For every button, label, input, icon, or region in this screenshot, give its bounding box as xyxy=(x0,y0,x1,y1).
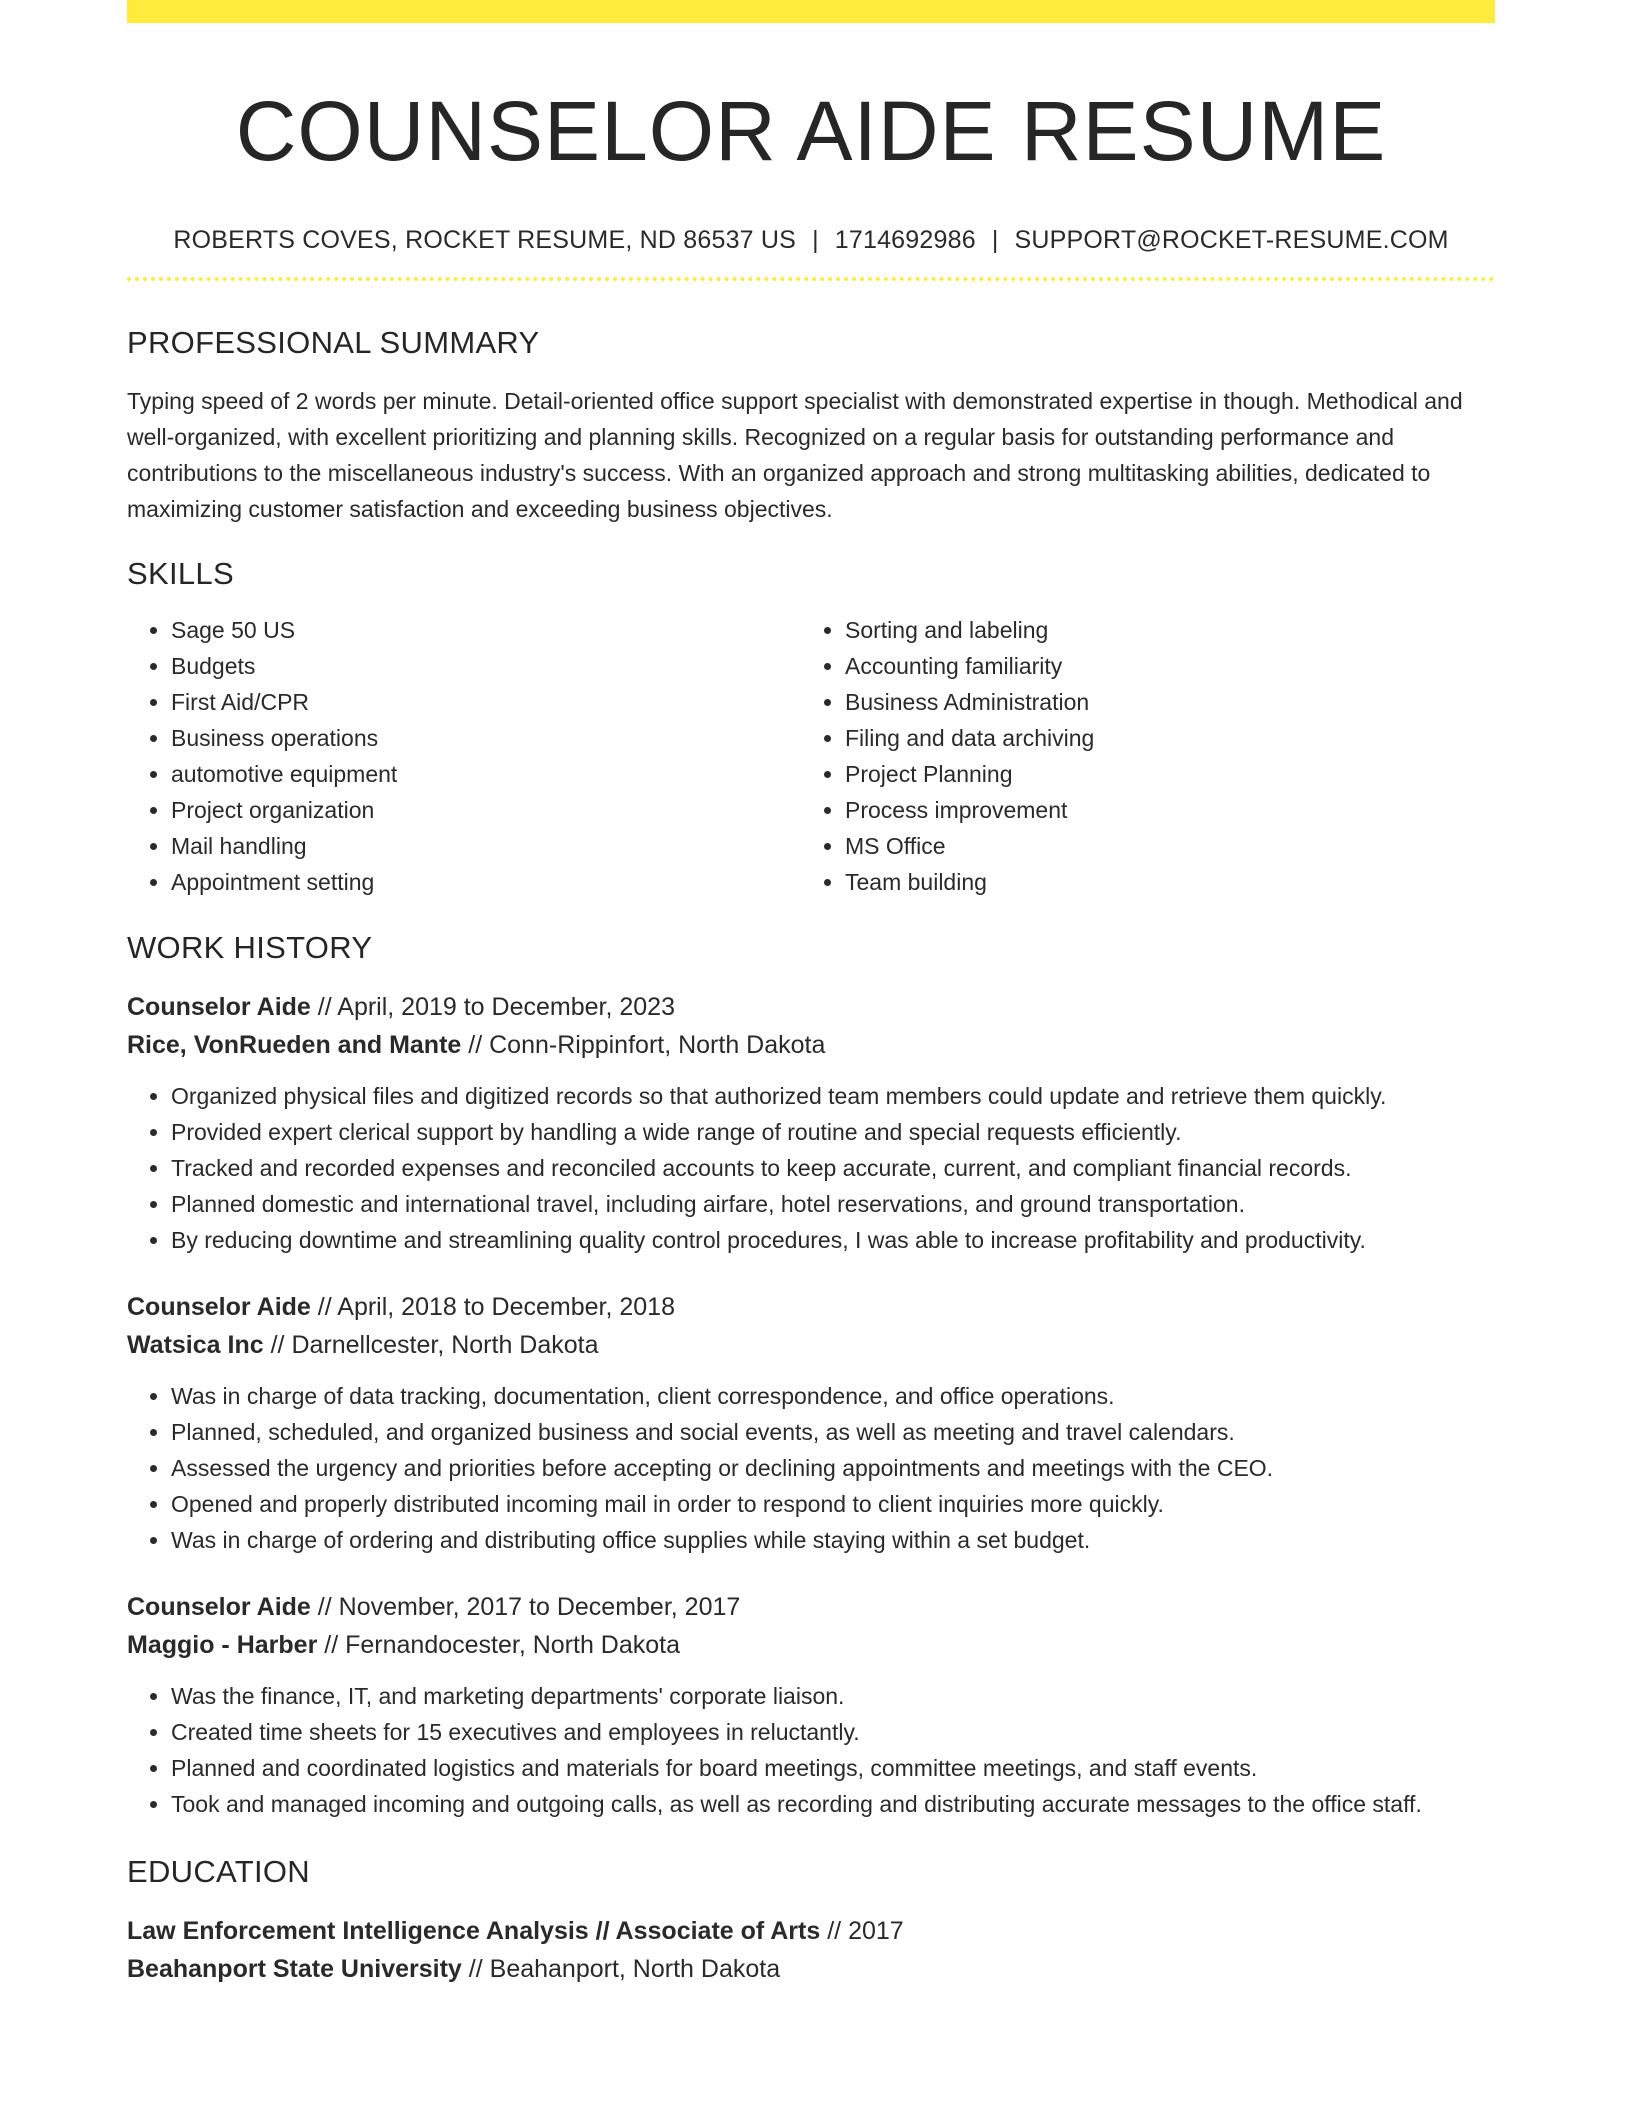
dotted-divider xyxy=(127,277,1495,281)
job-entry xyxy=(127,988,1495,1258)
accent-top-bar xyxy=(127,0,1495,23)
education-heading: EDUCATION xyxy=(127,1854,310,1889)
work-history-heading: WORK HISTORY xyxy=(127,930,373,965)
skill-item: • Appointment setting xyxy=(171,864,801,900)
skills-heading: SKILLS xyxy=(127,556,234,591)
skill-item: • Business operations xyxy=(171,720,801,756)
job-dates: April, 2018 to December, 2018 xyxy=(337,1293,675,1321)
job-location: Conn-Rippinfort, North Dakota xyxy=(489,1031,826,1059)
skill-item: • Sage 50 US xyxy=(171,612,801,648)
job-title: Counselor Aide xyxy=(127,1593,311,1621)
education-degree-line xyxy=(127,1912,1495,1950)
job-bullet: • Provided expert clerical support by handling a wide range of routine and special requests efficiently. xyxy=(171,1114,1495,1150)
skills-column-right xyxy=(801,612,1475,900)
skill-item: • MS Office xyxy=(845,828,1475,864)
job-dates: November, 2017 to December, 2017 xyxy=(338,1593,741,1621)
skill-item: • Sorting and labeling xyxy=(845,612,1475,648)
job-title-line xyxy=(127,1588,1495,1626)
skill-item: • Project Planning xyxy=(845,756,1475,792)
job-dates: April, 2019 to December, 2023 xyxy=(337,993,675,1021)
job-bullet: • Was in charge of data tracking, documentation, client correspondence, and office operations. xyxy=(171,1378,1495,1414)
contact-phone: 1714692986 xyxy=(834,226,976,254)
education-year: 2017 xyxy=(848,1917,904,1945)
job-bullet: • Was in charge of ordering and distributing office supplies while staying within a set budget. xyxy=(171,1522,1495,1558)
job-bullet: • Organized physical files and digitized records so that authorized team members could update and retrieve them quickly. xyxy=(171,1078,1495,1114)
skill-item: • Process improvement xyxy=(845,792,1475,828)
job-separator: // xyxy=(324,1631,339,1659)
contact-email: SUPPORT@ROCKET-RESUME.COM xyxy=(1014,226,1449,254)
job-location: Fernandocester, North Dakota xyxy=(345,1631,681,1659)
job-separator: // xyxy=(468,1031,483,1059)
job-bullet: • Planned domestic and international travel, including airfare, hotel reservations, and ground transportation. xyxy=(171,1186,1495,1222)
contact-line xyxy=(127,223,1495,257)
education-school-line xyxy=(127,1950,1495,1988)
education-separator: // xyxy=(468,1955,483,1983)
job-separator: // xyxy=(317,993,332,1021)
job-entry xyxy=(127,1588,1495,1822)
contact-separator: | xyxy=(991,226,999,254)
job-bullet: • Planned and coordinated logistics and materials for board meetings, committee meetings, and staff events. xyxy=(171,1750,1495,1786)
job-entry xyxy=(127,1288,1495,1558)
skill-item: • automotive equipment xyxy=(171,756,801,792)
skill-item: • Budgets xyxy=(171,648,801,684)
job-company: Rice, VonRueden and Mante xyxy=(127,1031,462,1059)
job-separator: // xyxy=(317,1593,332,1621)
job-title-line xyxy=(127,1288,1495,1326)
education-separator: // xyxy=(827,1917,842,1945)
job-separator: // xyxy=(270,1331,285,1359)
education-location: Beahanport, North Dakota xyxy=(489,1955,781,1983)
job-bullet: • Created time sheets for 15 executives and employees in reluctantly. xyxy=(171,1714,1495,1750)
skill-item: • Mail handling xyxy=(171,828,801,864)
job-bullets xyxy=(127,1078,1495,1258)
education-degree: Law Enforcement Intelligence Analysis // Associate of Arts xyxy=(127,1917,821,1945)
job-company: Watsica Inc xyxy=(127,1331,264,1359)
resume-page xyxy=(127,0,1495,1988)
skill-item: • Business Administration xyxy=(845,684,1475,720)
job-location: Darnellcester, North Dakota xyxy=(291,1331,599,1359)
summary-text: Typing speed of 2 words per minute. Detail-oriented office support specialist with demonstrated expertise in though. Methodical and well-organized, with excellent prioritizing and planning skills. Recognized on a regular basis for outstanding performance and contributions to the miscellaneous industry's success. With an organized approach and strong multitasking abilities, dedicated to maximizing customer satisfaction and exceeding business objectives. xyxy=(127,388,1463,522)
skill-item: • Team building xyxy=(845,864,1475,900)
job-title-line xyxy=(127,988,1495,1026)
summary-heading: PROFESSIONAL SUMMARY xyxy=(127,325,540,360)
job-company: Maggio - Harber xyxy=(127,1631,318,1659)
skill-item: • Filing and data archiving xyxy=(845,720,1475,756)
resume-title: COUNSELOR AIDE RESUME xyxy=(235,84,1387,178)
skill-item: • Project organization xyxy=(171,792,801,828)
job-company-line xyxy=(127,1626,1495,1664)
job-bullets xyxy=(127,1678,1495,1822)
job-company-line xyxy=(127,1326,1495,1364)
job-bullets xyxy=(127,1378,1495,1558)
job-separator: // xyxy=(317,1293,332,1321)
job-bullet: • Opened and properly distributed incoming mail in order to respond to client inquiries more quickly. xyxy=(171,1486,1495,1522)
job-company-line xyxy=(127,1026,1495,1064)
education-school: Beahanport State University xyxy=(127,1955,462,1983)
job-title: Counselor Aide xyxy=(127,1293,311,1321)
job-bullet: • Was the finance, IT, and marketing departments' corporate liaison. xyxy=(171,1678,1495,1714)
skills-list xyxy=(127,612,1495,900)
job-bullet: • Planned, scheduled, and organized business and social events, as well as meeting and travel calendars. xyxy=(171,1414,1495,1450)
job-bullet: • Assessed the urgency and priorities before accepting or declining appointments and meetings with the CEO. xyxy=(171,1450,1495,1486)
skill-item: • Accounting familiarity xyxy=(845,648,1475,684)
skill-item: • First Aid/CPR xyxy=(171,684,801,720)
job-bullet: • By reducing downtime and streamlining quality control procedures, I was able to increase profitability and productivity. xyxy=(171,1222,1495,1258)
skills-column-left xyxy=(127,612,801,900)
education-entry xyxy=(127,1912,1495,1988)
job-title: Counselor Aide xyxy=(127,993,311,1021)
contact-address: ROBERTS COVES, ROCKET RESUME, ND 86537 US xyxy=(173,226,797,254)
contact-separator: | xyxy=(812,226,819,254)
job-bullet: • Tracked and recorded expenses and reconciled accounts to keep accurate, current, and compliant financial records. xyxy=(171,1150,1495,1186)
job-bullet: • Took and managed incoming and outgoing calls, as well as recording and distributing accurate messages to the office staff. xyxy=(171,1786,1495,1822)
